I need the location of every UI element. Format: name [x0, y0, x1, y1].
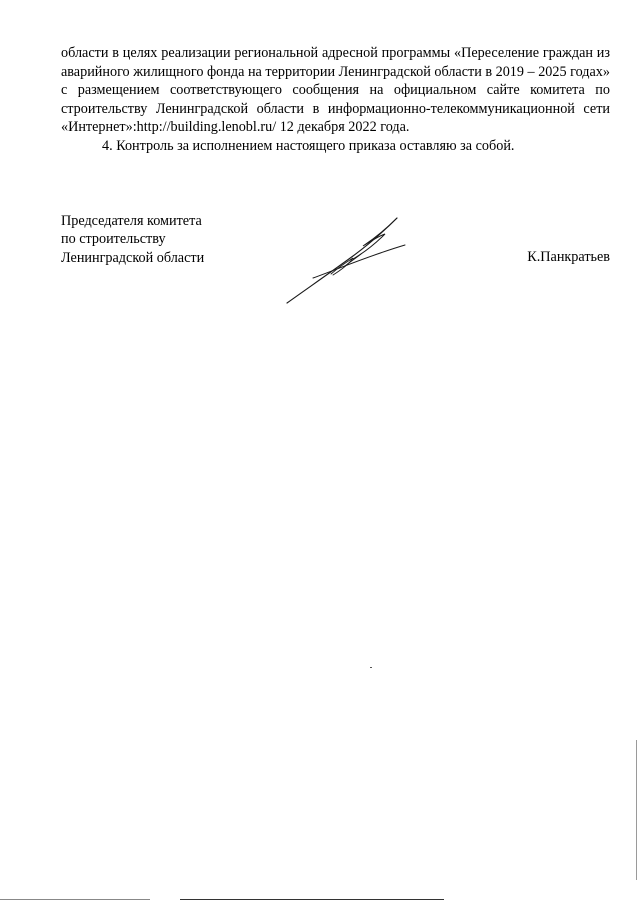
- document-body: [61, 44, 610, 156]
- handwritten-signature: [283, 214, 411, 306]
- signer-name: К.Панкратьев: [527, 249, 610, 265]
- scan-speck: [370, 667, 372, 668]
- signer-title-line-2: по строительству: [61, 231, 166, 248]
- signer-title-line-3: Ленинградской области: [61, 249, 205, 266]
- paragraph-continued: области в целях реализации региональной адресной программы «Переселение граждан из аварийного жилищного фонда на территории Ленинградской области в 2019 – 2025 годах» с размещением соответствующего сообщения на официальном сайте комитета по строительству Ленинградской области в информационно-телекоммуникационной сети «Интернет»:http://building.lenobl.ru/ 12 декабря 2022 года.: [61, 45, 610, 136]
- paragraph-item-4: 4. Контроль за исполнением настоящего приказа оставляю за собой.: [102, 137, 515, 154]
- signature-block: [61, 212, 610, 312]
- signer-title-line-1: Председателя комитета: [61, 213, 202, 229]
- scan-edge-shadow: [636, 740, 637, 880]
- scan-bottom-edge-left: [0, 899, 150, 900]
- scan-bottom-edge: [180, 899, 444, 900]
- signer-title: [61, 212, 204, 267]
